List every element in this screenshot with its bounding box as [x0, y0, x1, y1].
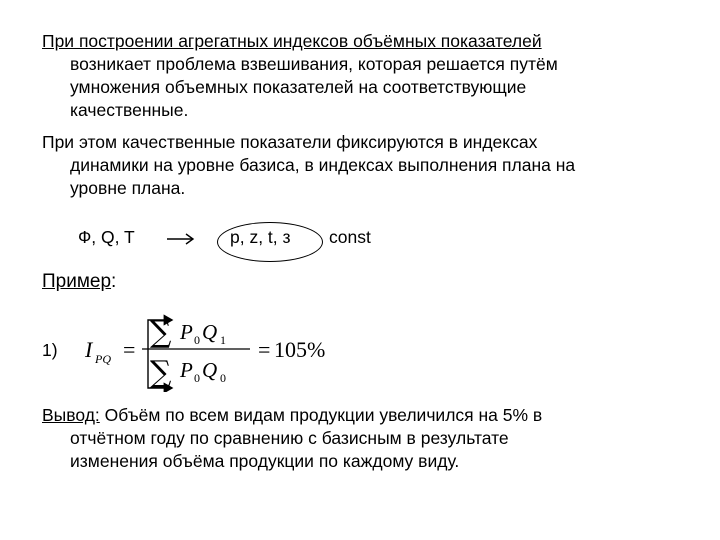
denominator-p-sub: 0: [194, 371, 200, 385]
denominator-q-sub: 0: [220, 371, 226, 385]
equals-sign: =: [123, 337, 136, 362]
paragraph-line: умножения объемных показателей на соответствующие: [70, 77, 527, 97]
numerator-sum-icon: ∑: [150, 315, 172, 350]
paragraph-line: Объём по всем видам продукции увеличился на 5% в: [99, 405, 543, 425]
result-value: 105%: [274, 337, 326, 362]
denominator-q: Q: [202, 358, 218, 382]
right-arrow-icon: [166, 230, 198, 251]
numerator-q: Q: [202, 320, 218, 344]
index-symbol: I: [85, 337, 93, 362]
paragraph-line: отчётном году по сравнению с базисным в результате: [70, 428, 509, 448]
const-label: const: [329, 227, 371, 247]
result-equals-sign: =: [258, 337, 271, 362]
conclusion-label: Вывод:: [42, 405, 100, 425]
index-subscript: PQ: [95, 352, 111, 366]
paragraph-line: уровне плана.: [70, 178, 186, 198]
paragraph-line: возникает проблема взвешивания, которая решается путём: [70, 54, 558, 74]
example-label: Пример: [42, 271, 112, 292]
variables-arrow-row: [0, 222, 720, 258]
conclusion-first-line: [42, 404, 682, 427]
denominator-p: P: [180, 358, 193, 382]
denominator-sum-icon: ∑: [150, 355, 172, 390]
index-formula: [80, 312, 340, 392]
paragraph-line: динамики на уровне базиса, в индексах выполнения плана на: [70, 155, 576, 175]
fixed-variables: p, z, t, з: [230, 227, 291, 247]
volume-variables: Ф, Q, T: [78, 227, 135, 247]
paragraph-aggregate-indices: [42, 30, 682, 122]
paragraph-line: качественные.: [70, 100, 189, 120]
paragraph-line: изменения объёма продукции по каждому виду.: [70, 451, 460, 471]
example-heading: [42, 270, 116, 294]
paragraph-conclusion: [42, 404, 682, 473]
numerator-p: P: [180, 320, 193, 344]
paragraph-line: При этом качественные показатели фиксируются в индексах: [42, 132, 538, 152]
numerator-p-sub: 0: [194, 333, 200, 347]
formula-number: 1): [42, 340, 58, 360]
paragraph-qualitative-fixing: [42, 131, 682, 200]
example-colon: :: [111, 271, 117, 292]
numerator-q-sub: 1: [220, 333, 226, 347]
paragraph-line: При построении агрегатных индексов объёмных показателей: [42, 31, 542, 51]
